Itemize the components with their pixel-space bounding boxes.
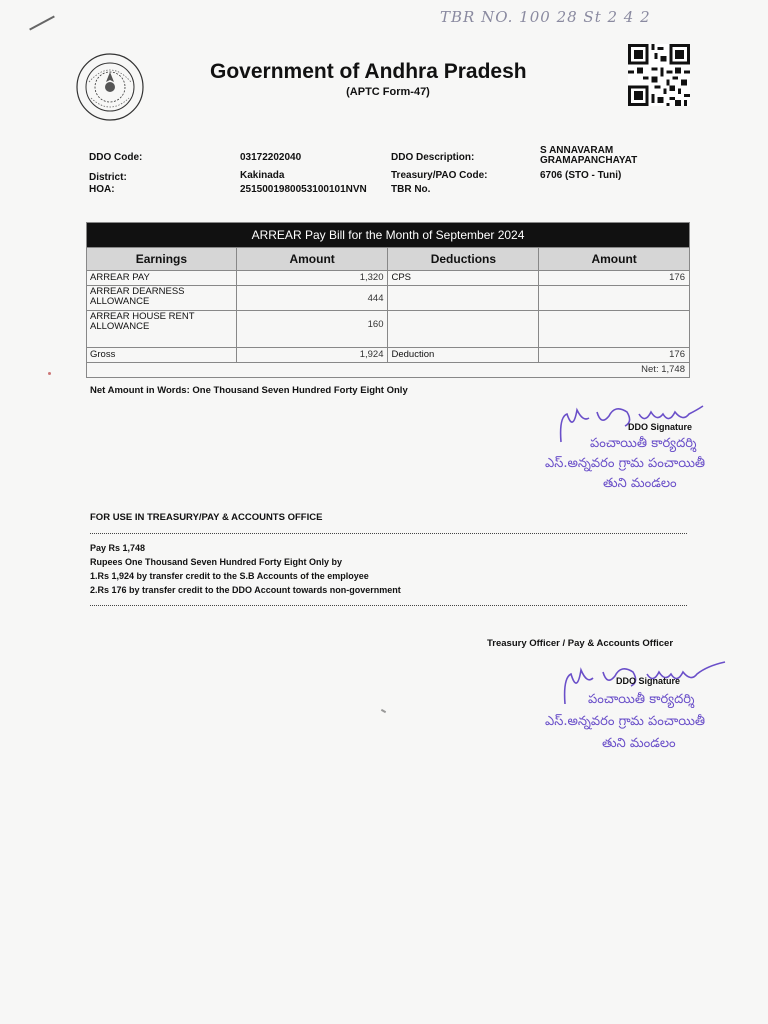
stray-mark xyxy=(381,709,386,713)
treasury-section-heading: FOR USE IN TREASURY/PAY & ACCOUNTS OFFICE xyxy=(90,512,323,523)
ddo-code-label: DDO Code: xyxy=(89,152,143,163)
table-row xyxy=(87,286,690,311)
tbr-label: TBR No. xyxy=(391,184,431,195)
gross-amount: 1,924 xyxy=(236,348,388,363)
pen-mark xyxy=(29,16,55,31)
ddo-signature-label: DDO Signature xyxy=(616,676,681,686)
pay-bill-table xyxy=(86,222,690,378)
hoa-label: HOA: xyxy=(89,184,115,195)
pay-amount: Pay Rs 1,748 xyxy=(90,543,146,553)
net-amount-in-words: Net Amount in Words: One Thousand Seven Hundred Forty Eight Only xyxy=(90,385,408,396)
treasury-code-value: 6706 (STO - Tuni) xyxy=(540,170,622,181)
deductions-amount-header: Amount xyxy=(539,248,690,271)
page-title: Government of Andhra Pradesh xyxy=(210,60,527,83)
district-label: District: xyxy=(89,172,127,183)
earnings-header: Earnings xyxy=(87,248,237,271)
form-subtitle: (APTC Form-47) xyxy=(346,86,430,98)
earning-label-line2: ALLOWANCE xyxy=(90,296,150,307)
earning-amount: 1,320 xyxy=(236,271,388,286)
net-row xyxy=(87,363,690,378)
stray-mark xyxy=(48,372,51,375)
table-row xyxy=(87,311,690,348)
dotted-divider xyxy=(90,605,687,606)
bill-heading: ARREAR Pay Bill for the Month of September 2024 xyxy=(87,223,690,248)
ddo-signature-label: DDO Signature xyxy=(628,422,693,432)
transfer-item-2: 2.Rs 176 by transfer credit to the DDO Account towards non-government xyxy=(90,585,401,595)
earning-label-line2: ALLOWANCE xyxy=(90,321,150,332)
table-row xyxy=(87,271,690,286)
totals-row xyxy=(87,348,690,363)
earning-label-line1: ARREAR DEARNESS xyxy=(90,286,185,297)
deductions-header: Deductions xyxy=(388,248,539,271)
gross-label: Gross xyxy=(87,348,237,363)
stamp-line2: ఎస్.అన్నవరం గ్రామ పంచాయితీ xyxy=(545,456,706,471)
earning-label-line1: ARREAR HOUSE RENT xyxy=(90,311,195,322)
earning-label: ARREAR PAY xyxy=(87,271,237,286)
earning-label xyxy=(87,311,237,348)
pay-in-words: Rupees One Thousand Seven Hundred Forty Eight Only by xyxy=(90,557,343,567)
treasury-officer-label: Treasury Officer / Pay & Accounts Officer xyxy=(487,638,674,649)
ddo-description-line2: GRAMAPANCHAYAT xyxy=(540,155,638,166)
earning-amount: 444 xyxy=(236,286,388,311)
deduction-label: CPS xyxy=(388,271,539,286)
deduction-total-label: Deduction xyxy=(388,348,539,363)
stamp-line1: పంచాయితీ కార్యదర్శి xyxy=(590,436,697,451)
earning-amount: 160 xyxy=(236,311,388,348)
qr-code-icon xyxy=(627,44,691,106)
earnings-amount-header: Amount xyxy=(236,248,388,271)
handwritten-tbr-note: TBR NO. 100 28 St 2 4 2 xyxy=(440,8,651,26)
district-value: Kakinada xyxy=(240,170,285,181)
ddo-code-value: 03172202040 xyxy=(240,152,302,163)
deduction-total-amount: 176 xyxy=(539,348,690,363)
treasury-code-label: Treasury/PAO Code: xyxy=(391,170,488,181)
stamp-line3: తుని మండలం xyxy=(602,736,676,751)
ddo-description-line1: S ANNAVARAM xyxy=(540,145,614,156)
net-amount: Net: 1,748 xyxy=(87,363,690,378)
dotted-divider xyxy=(90,533,687,534)
hoa-value: 2515001980053100101NVN xyxy=(240,184,367,195)
stamp-line2: ఎస్.అన్నవరం గ్రామ పంచాయితీ xyxy=(545,714,706,729)
ddo-description-label: DDO Description: xyxy=(391,152,475,163)
transfer-item-1: 1.Rs 1,924 by transfer credit to the S.B Accounts of the employee xyxy=(90,571,369,581)
deduction-amount: 176 xyxy=(539,271,690,286)
stamp-line3: తుని మండలం xyxy=(603,476,677,491)
stamp-line1: పంచాయితీ కార్యదర్శి xyxy=(588,692,695,707)
earning-label xyxy=(87,286,237,311)
